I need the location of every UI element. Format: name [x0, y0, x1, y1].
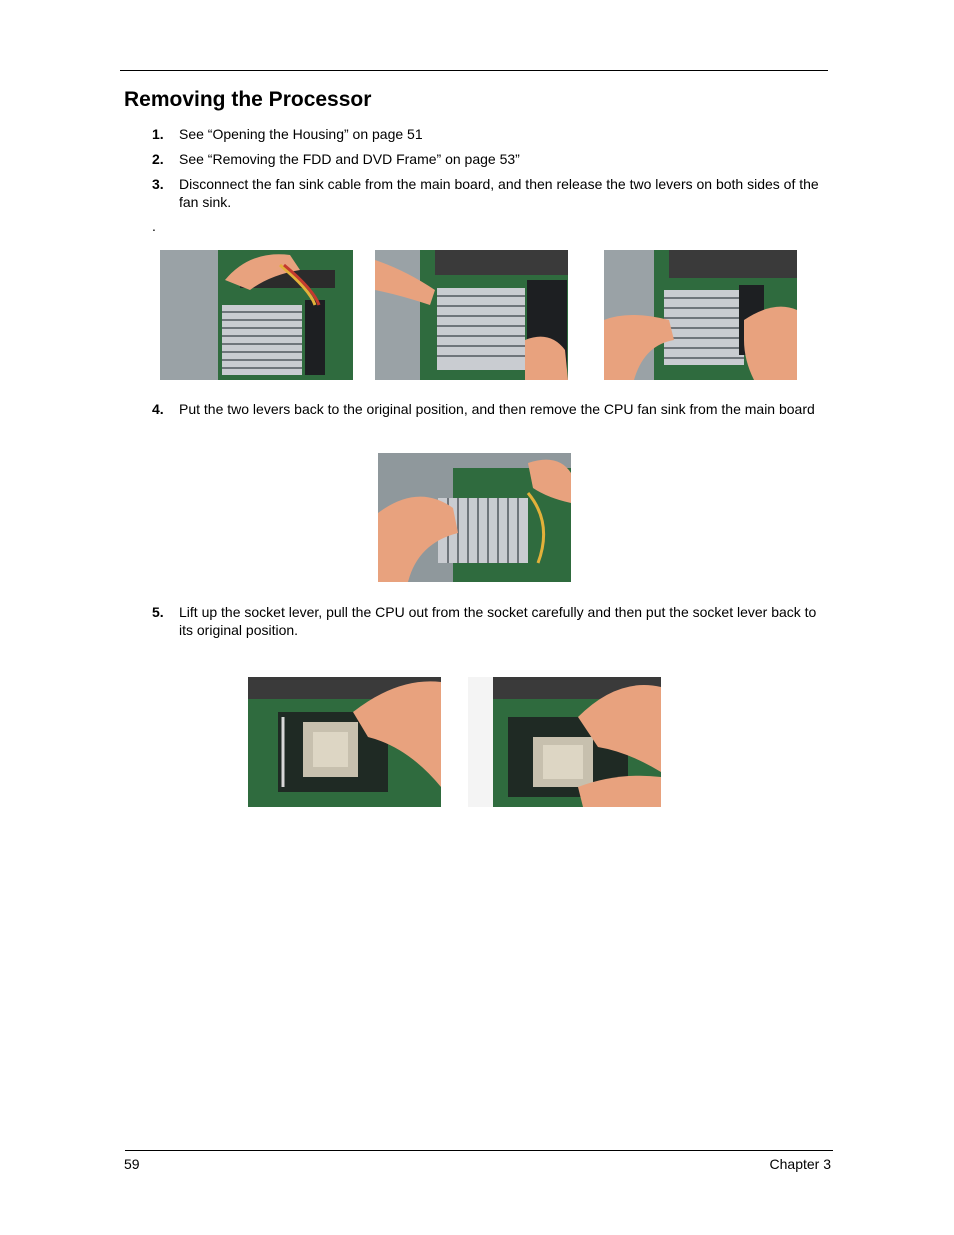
chapter-label: Chapter 3	[769, 1156, 831, 1172]
stray-period: .	[152, 218, 156, 234]
page-number: 59	[124, 1156, 140, 1172]
step-text: Lift up the socket lever, pull the CPU out from the socket carefully and then put the socket lever back to its original position.	[179, 604, 817, 638]
step-4	[152, 400, 832, 418]
step-text: Put the two levers back to the original position, and then remove the CPU fan sink from the main board	[179, 401, 815, 417]
step-number: 3.	[152, 176, 164, 192]
footer-rule	[125, 1150, 833, 1151]
step-text: See “Opening the Housing” on page 51	[179, 126, 423, 142]
page-title: Removing the Processor	[124, 88, 372, 111]
step-1	[152, 125, 832, 143]
photo-release-lever-left	[375, 250, 568, 380]
step-number: 5.	[152, 604, 164, 620]
step-text: See “Removing the FDD and DVD Frame” on page 53”	[179, 151, 520, 167]
step-number: 4.	[152, 401, 164, 417]
step-5	[152, 603, 832, 639]
header-rule	[120, 70, 828, 71]
photo-pull-cpu-out	[468, 677, 661, 807]
photo-remove-fan-sink	[378, 453, 571, 582]
step-3	[152, 175, 832, 211]
photo-disconnect-fan-cable	[160, 250, 353, 380]
step-number: 1.	[152, 126, 164, 142]
step-text: Disconnect the fan sink cable from the main board, and then release the two levers on both sides of the fan sink.	[179, 176, 819, 210]
photo-release-lever-right	[604, 250, 797, 380]
photo-lift-socket-lever	[248, 677, 441, 807]
step-2	[152, 150, 832, 168]
step-number: 2.	[152, 151, 164, 167]
